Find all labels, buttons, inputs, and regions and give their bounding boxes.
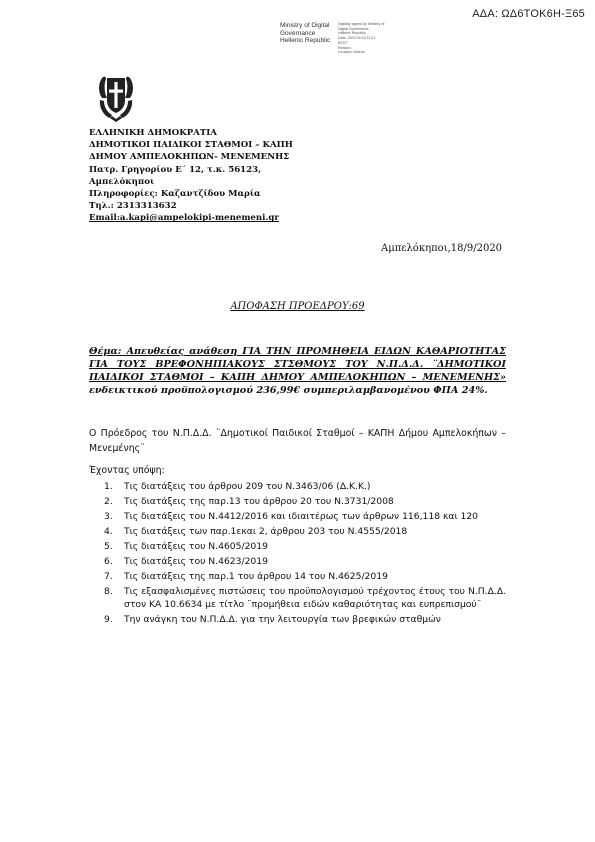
list-item-number: 2.	[104, 495, 113, 507]
list-item	[104, 555, 506, 569]
list-item-number: 5.	[104, 540, 113, 552]
list-item	[104, 570, 506, 584]
header-municipality: ΔΗΜΟΥ ΑΜΠΕΛΟΚΗΠΩΝ- ΜΕΝΕΜΕΝΗΣ	[89, 152, 290, 163]
list-item-text: Τις διατάξεις της παρ.13 του άρθρου 20 του Ν.3731/2008	[124, 495, 394, 507]
list-item	[104, 585, 506, 612]
organization-header	[89, 127, 293, 225]
list-item-number: 6.	[104, 555, 113, 567]
list-item-text: Τις διατάξεις του Ν.4623/2019	[124, 555, 268, 567]
signature-detail: Hellenic Republic	[338, 31, 366, 36]
list-item-number: 8.	[104, 585, 113, 597]
having-heading: Έχοντας υπόψη:	[89, 465, 165, 476]
signature-detail: Date: 2020.09.18 11:21	[338, 36, 376, 41]
list-item-text: Τις διατάξεις της παρ.1 του άρθρου 14 του Ν.4625/2019	[124, 570, 388, 582]
header-organization: ΔΗΜΟΤΙΚΟΙ ΠΑΙΔΙΚΟΙ ΣΤΑΘΜΟΙ – ΚΑΠΗ	[89, 140, 293, 151]
list-item-text: Την ανάγκη του Ν.Π.Δ.Δ. για την λειτουργία των βρεφικών σταθμών	[124, 614, 441, 626]
greek-coat-of-arms-icon	[96, 70, 136, 124]
list-item-text: Τις διατάξεις των παρ.1εκαι 2, άρθρου 203 του Ν.4555/2018	[124, 525, 408, 537]
considerations-list	[104, 480, 506, 628]
header-email-link[interactable]: Email:a.kapi@ampelokipi-menemeni.gr	[89, 213, 279, 224]
list-item	[104, 510, 506, 524]
ada-code: ΑΔΑ: ΩΔ6ΤΟΚ6Η-Ξ65	[472, 8, 585, 20]
list-item-text: Τις διατάξεις του Ν.4412/2016 και ιδιαιτέρως των άρθρων 116,118 και 120	[124, 510, 479, 522]
list-item-text: Τις εξασφαλισμένες πιστώσεις του προϋπολογισμού τρέχοντος έτους του Ν.Π.Δ.Δ. στον ΚΑ 10.6634 με τίτλο ¨προμήθεια ειδών καθαριότητας και ευπρεπισμού¨	[124, 585, 506, 611]
header-address: Πατρ. Γρηγορίου Ε΄ 12, τ.κ. 56123,	[89, 164, 262, 175]
header-phone: Τηλ.: 2313313632	[89, 201, 177, 212]
list-item	[104, 613, 506, 627]
document-date: Αμπελόκηποι,18/9/2020	[381, 243, 503, 254]
header-city: Αμπελόκηποι	[89, 176, 155, 187]
intro-paragraph: Ο Πρόεδρος του Ν.Π.Δ.Δ. ¨Δημοτικοί Παιδικοί Σταθμοί – ΚΑΠΗ Δήμου Αμπελοκήπων – Μενεμένης¨	[89, 428, 506, 454]
signature-detail: Reason:	[338, 45, 352, 50]
list-item-text: Τις διατάξεις του άρθρου 209 του Ν.3463/06 (Δ.Κ.Κ.)	[124, 481, 371, 492]
header-country: ΕΛΛΗΝΙΚΗ ΔΗΜΟΚΡΑΤΙΑ	[89, 128, 217, 138]
list-item-number: 4.	[104, 525, 113, 537]
subject-rest: ενδεικτικού προϋπολογισμού 236,99€ συμπεριλαμβανομένου ΦΠΑ 24%.	[89, 385, 488, 396]
list-item	[104, 480, 506, 494]
list-item-number: 9.	[104, 614, 113, 626]
signature-line: Hellenic Republic	[280, 37, 331, 44]
list-item-number: 3.	[104, 510, 113, 522]
decision-title: ΑΠΟΦΑΣΗ ΠΡΟΕΔΡΟΥ:69	[230, 301, 365, 312]
list-item-text: Τις διατάξεις του Ν.4605/2019	[124, 540, 268, 552]
list-item	[104, 495, 506, 509]
signature-detail: Digital Governance,	[338, 26, 370, 31]
signature-detail: Location: Athens	[338, 50, 365, 55]
list-item-number: 7.	[104, 570, 113, 582]
digital-signature-label	[280, 22, 330, 45]
list-item	[104, 540, 506, 554]
header-contact: Πληροφορίες: Καζαντζίδου Μαρία	[89, 189, 261, 200]
signature-line: Governance	[280, 29, 316, 37]
list-item-number: 1.	[104, 481, 113, 492]
subject-underlined: Θέμα: Απευθείας ανάθεση ΓΙΑ ΤΗΝ ΠΡΟΜΗΘΕΙΑ ΕΙΔΩΝ ΚΑΘΑΡΙΟΤΗΤΑΣ ΓΙΑ ΤΟΥΣ ΒΡΕΦΟΝΗΠΙΑΚΟΥΣ ΣΤΣΘΜΟΥΣ ΤΟΥ Ν.Π.Δ.Δ. ¨ΔΗΜΟΤΙΚΟΙ ΠΑΙΔΙΚΟΙ ΣΤΑΘΜΟΙ – ΚΑΠΗ ΔΗΜΟΥ ΑΜΠΕΛΟΚΗΠΩΝ – ΜΕΝΕΜΕΝΗΣ»	[89, 346, 506, 383]
signature-line: Ministry of Digital	[280, 22, 330, 29]
signature-detail: EEST	[338, 40, 348, 45]
list-item	[104, 525, 506, 539]
digital-signature-details	[338, 22, 398, 55]
signature-detail: Digitally signed by Ministry of	[338, 22, 385, 26]
subject-paragraph	[89, 345, 506, 397]
